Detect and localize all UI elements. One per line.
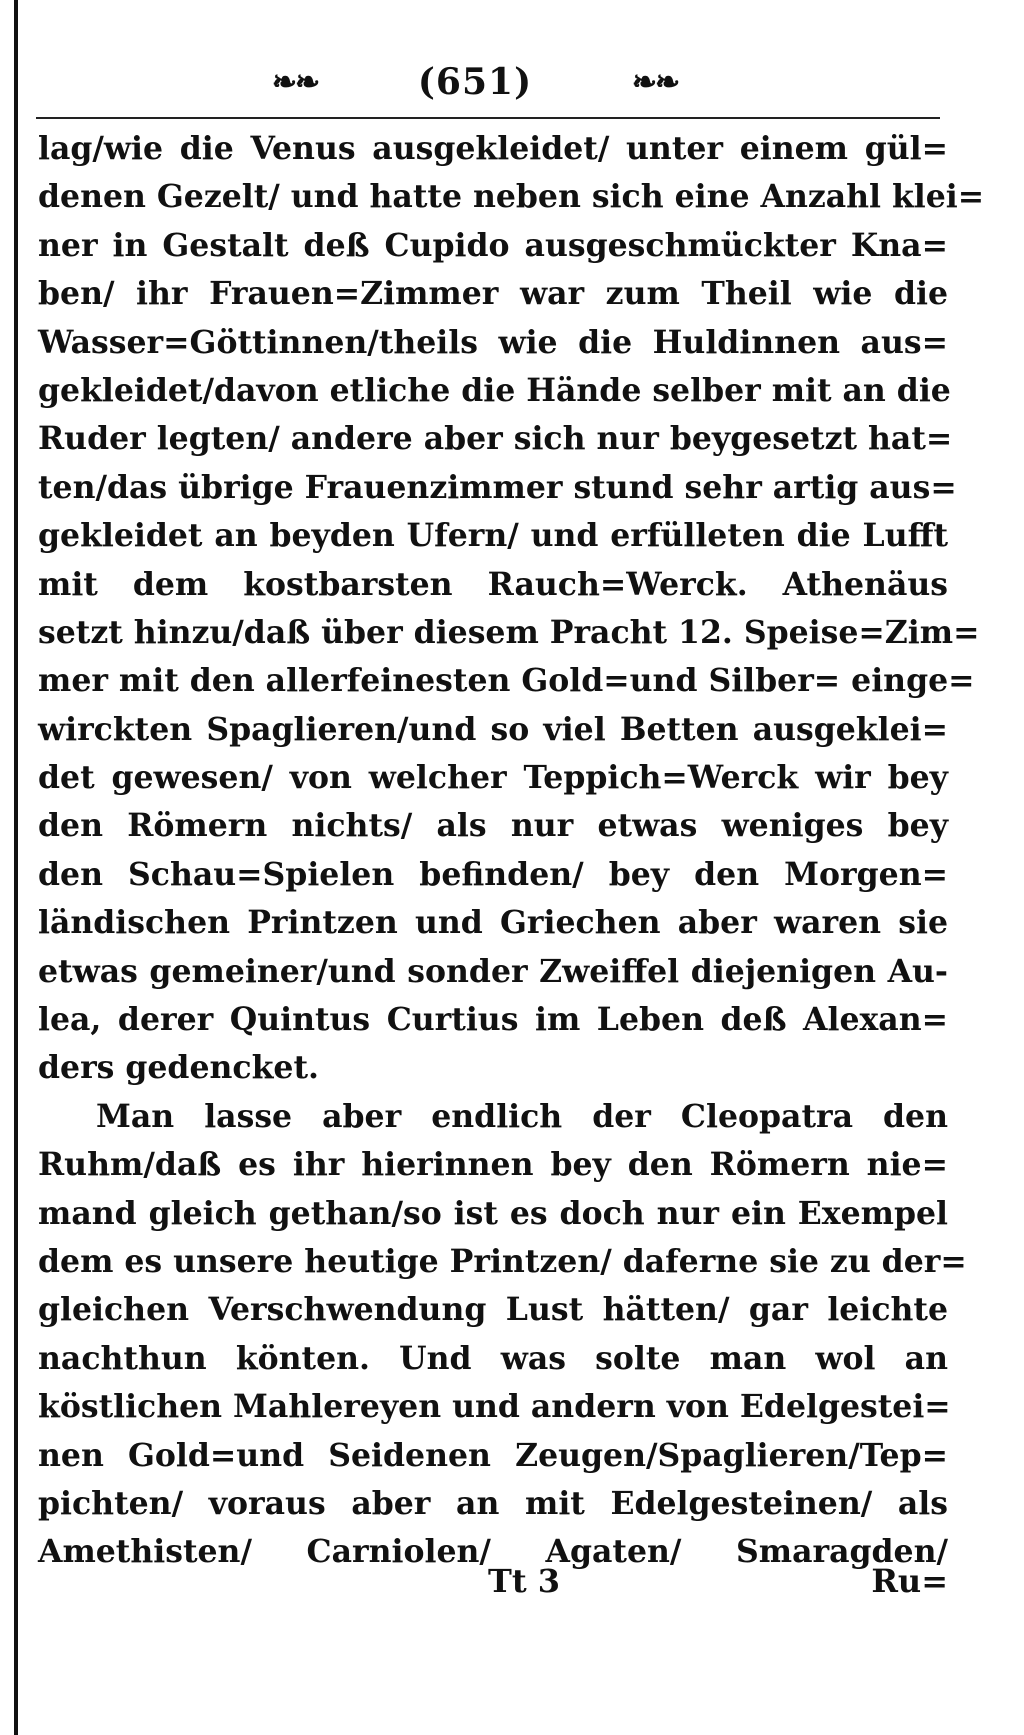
text-line: setzt hinzu/daß über diesem Pracht 12. Speise=Zim= (38, 613, 980, 651)
right-ornament: ❧❧ (631, 64, 679, 100)
text-line: ben/ ihr Frauen=Zimmer war zum Theil wie die (38, 275, 948, 313)
text-line: gekleidet/davon etliche die Hände selber mit an die (38, 371, 951, 409)
text-line: lea, derer Quintus Curtius im Leben deß Alexan= (38, 1001, 948, 1039)
text-line: det gewesen/ von welcher Teppich=Werck wir bey (38, 759, 948, 797)
text-line: lag/wie die Venus ausgekleidet/ unter einem gül= (38, 130, 948, 167)
text-line: denen Gezelt/ und hatte neben sich eine Anzahl klei= (38, 178, 985, 216)
text-line: nachthun könten. Und was solte man wol an (38, 1339, 948, 1377)
text-line: ner in Gestalt deß Cupido ausgeschmückter Kna= (38, 226, 948, 264)
left-ornament: ❧❧ (271, 64, 319, 100)
text-line: etwas gemeiner/und sonder Zweiffel diejenigen Au- (38, 952, 948, 990)
text-line: wirckten Spaglieren/und so viel Betten ausgeklei= (38, 710, 948, 748)
text-line: ländischen Printzen und Griechen aber waren sie (38, 904, 948, 942)
text-line: gekleidet an beyden Ufern/ und erfülleten die Lufft (38, 517, 948, 555)
text-line: den Schau=Spielen befinden/ bey den Morgen= (38, 855, 948, 893)
text-line: gleichen Verschwendung Lust hätten/ gar leichte (38, 1291, 948, 1329)
text-line: Ruhm/daß es ihr hierinnen bey den Römern nie= (38, 1146, 948, 1184)
text-line: pichten/ voraus aber an mit Edelgesteinen/ als (38, 1484, 948, 1522)
header-rule (36, 117, 940, 119)
text-line: ten/das übrige Frauenzimmer stund sehr artig aus= (38, 468, 957, 506)
text-line: Man lasse aber endlich der Cleopatra den (96, 1097, 948, 1135)
text-line: Wasser=Göttinnen/theils wie die Huldinnen aus= (38, 323, 948, 361)
signature-mark: Tt 3 (488, 1562, 560, 1600)
text-line: mit dem kostbarsten Rauch=Werck. Athenäus (38, 565, 948, 603)
page-number: (651) (417, 61, 533, 103)
body-text (38, 125, 985, 1577)
text-line: mand gleich gethan/so ist es doch nur ein Exempel (38, 1194, 948, 1232)
text-line: dem es unsere heutige Printzen/ daferne sie zu der= (38, 1242, 967, 1280)
page-binding-edge (14, 0, 18, 1735)
text-line: den Römern nichts/ als nur etwas weniges bey (38, 807, 948, 845)
text-line: nen Gold=und Seidenen Zeugen/Spaglieren/Tep= (38, 1436, 948, 1474)
catchword: Ru= (871, 1562, 948, 1600)
text-line: mer mit den allerfeinesten Gold=und Silber= einge= (38, 662, 975, 700)
page-header (250, 52, 700, 112)
text-line: Amethisten/ Carniolen/ Agaten/ Smaragden/ (38, 1533, 948, 1571)
page-footer (38, 1562, 948, 1612)
text-line: köstlichen Mahlereyen und andern von Edelgestei= (38, 1388, 951, 1426)
text-line: Ruder legten/ andere aber sich nur beygesetzt hat= (38, 420, 953, 458)
text-line: ders gedencket. (38, 1049, 319, 1087)
